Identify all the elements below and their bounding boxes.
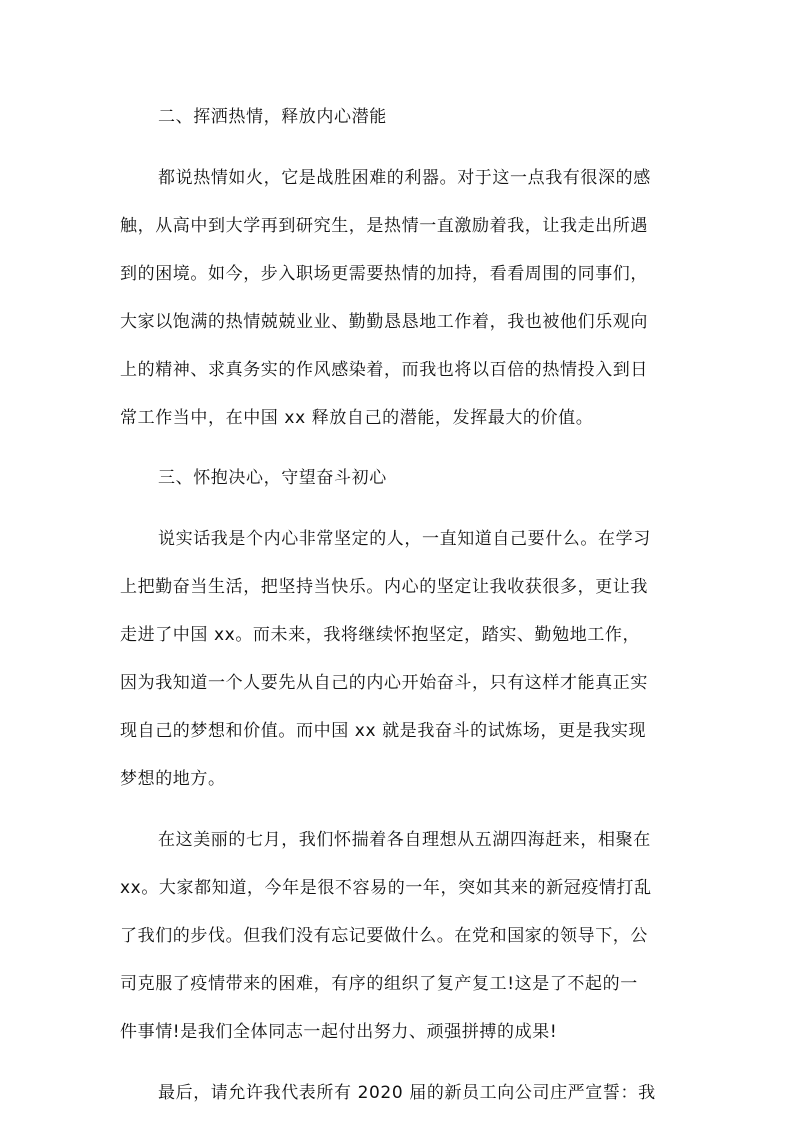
section-heading-2: 二、挥洒热情，释放内心潜能 xyxy=(158,107,387,127)
paragraph-line: 最后，请允许我代表所有 2020 届的新员工向公司庄严宣誓：我 xyxy=(158,1083,656,1103)
paragraph-line: xx。大家都知道，今年是很不容易的一年，突如其来的新冠疫情打乱 xyxy=(120,878,652,898)
paragraph-line: 上的精神、求真务实的作风感染着，而我也将以百倍的热情投入到日 xyxy=(120,360,648,380)
paragraph-line: 到的困境。如今，步入职场更需要热情的加持，看看周围的同事们， xyxy=(120,264,648,284)
paragraph-line: 梦想的地方。 xyxy=(120,769,226,789)
paragraph-line: 了我们的步伐。但我们没有忘记要做什么。在党和国家的领导下，公 xyxy=(120,926,648,946)
paragraph-line: 现自己的梦想和价值。而中国 xx 就是我奋斗的试炼场，更是我实现 xyxy=(120,721,647,741)
paragraph-line: 触，从高中到大学再到研究生，是热情一直激励着我，让我走出所遇 xyxy=(120,216,648,236)
section-heading-3: 三、怀抱决心，守望奋斗初心 xyxy=(158,468,387,488)
paragraph-line: 上把勤奋当生活，把坚持当快乐。内心的坚定让我收获很多，更让我 xyxy=(120,577,648,597)
paragraph-line: 大家以饱满的热情兢兢业业、勤勤恳恳地工作着，我也被他们乐观向 xyxy=(120,312,648,332)
paragraph-line: 说实话我是个内心非常坚定的人，一直知道自己要什么。在学习 xyxy=(158,529,651,549)
paragraph-line: 走进了中国 xx。而未来，我将继续怀抱坚定，踏实、勤勉地工作， xyxy=(120,625,641,645)
paragraph-line: 件事情!是我们全体同志一起付出努力、顽强拼搏的成果! xyxy=(120,1022,558,1042)
paragraph-line: 在这美丽的七月，我们怀揣着各自理想从五湖四海赶来，相聚在 xyxy=(158,830,651,850)
paragraph-line: 都说热情如火，它是战胜困难的利器。对于这一点我有很深的感 xyxy=(158,168,651,188)
paragraph-line: 常工作当中，在中国 xx 释放自己的潜能，发挥最大的价值。 xyxy=(120,408,594,428)
paragraph-line: 司克服了疫情带来的困难，有序的组织了复产复工!这是了不起的一 xyxy=(120,974,638,994)
paragraph-line: 因为我知道一个人要先从自己的内心开始奋斗，只有这样才能真正实 xyxy=(120,673,648,693)
